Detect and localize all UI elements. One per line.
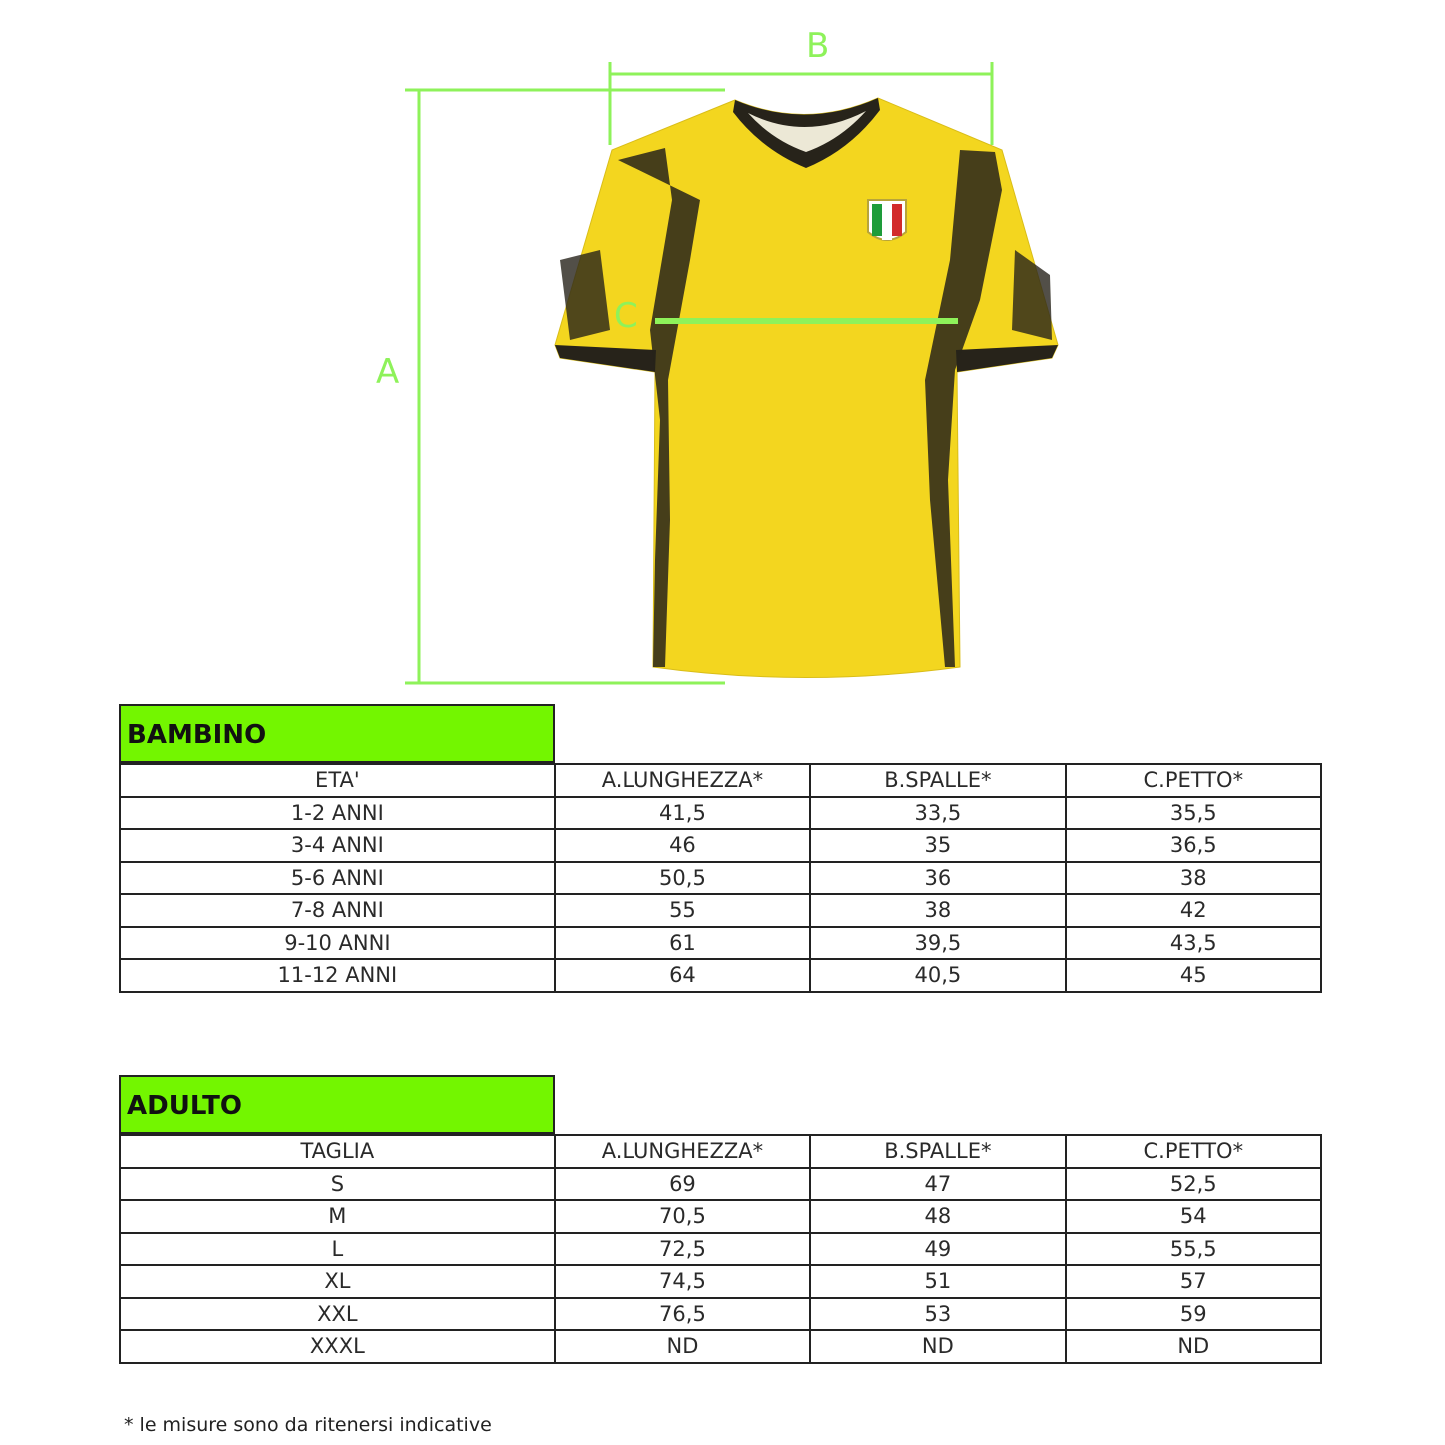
- table-cell: 48: [810, 1200, 1065, 1233]
- table-cell: 45: [1066, 959, 1321, 992]
- table-cell: ND: [555, 1330, 810, 1363]
- table-cell: M: [120, 1200, 555, 1233]
- table-cell: 55,5: [1066, 1233, 1321, 1266]
- table-cell: 42: [1066, 894, 1321, 927]
- table-header-row: [120, 1135, 1321, 1168]
- table-cell: 41,5: [555, 797, 810, 830]
- table-cell: 59: [1066, 1298, 1321, 1331]
- measure-label-b: B: [806, 26, 830, 66]
- adult-size-table: [119, 1075, 1322, 1364]
- table-row: [120, 1200, 1321, 1233]
- adult-size-grid: [119, 1134, 1322, 1364]
- table-cell: S: [120, 1168, 555, 1201]
- table-cell: XXXL: [120, 1330, 555, 1363]
- table-cell: 49: [810, 1233, 1065, 1266]
- kids-table-title: BAMBINO: [119, 704, 555, 763]
- measure-label-c: C: [614, 296, 638, 336]
- table-cell: 36: [810, 862, 1065, 895]
- table-cell: 43,5: [1066, 927, 1321, 960]
- table-cell: 39,5: [810, 927, 1065, 960]
- table-row: [120, 894, 1321, 927]
- header-cell: C.PETTO*: [1066, 1135, 1321, 1168]
- table-cell: 70,5: [555, 1200, 810, 1233]
- table-cell: 40,5: [810, 959, 1065, 992]
- table-cell: ND: [810, 1330, 1065, 1363]
- table-cell: 1-2 ANNI: [120, 797, 555, 830]
- header-cell: ETA': [120, 764, 555, 797]
- table-cell: 72,5: [555, 1233, 810, 1266]
- adult-table-title: ADULTO: [119, 1075, 555, 1134]
- table-row: [120, 797, 1321, 830]
- table-cell: 33,5: [810, 797, 1065, 830]
- table-cell: 47: [810, 1168, 1065, 1201]
- table-cell: 51: [810, 1265, 1065, 1298]
- table-row: [120, 1168, 1321, 1201]
- table-row: [120, 959, 1321, 992]
- table-cell: 64: [555, 959, 810, 992]
- table-cell: XXL: [120, 1298, 555, 1331]
- table-cell: 61: [555, 927, 810, 960]
- kids-size-grid: [119, 763, 1322, 993]
- table-cell: L: [120, 1233, 555, 1266]
- table-cell: 46: [555, 829, 810, 862]
- table-cell: 11-12 ANNI: [120, 959, 555, 992]
- header-cell: B.SPALLE*: [810, 1135, 1065, 1168]
- table-cell: 52,5: [1066, 1168, 1321, 1201]
- shirt-size-diagram: [0, 0, 1445, 700]
- table-cell: 5-6 ANNI: [120, 862, 555, 895]
- table-row: [120, 1265, 1321, 1298]
- kids-size-table: [119, 704, 1322, 993]
- table-header-row: [120, 764, 1321, 797]
- table-cell: 50,5: [555, 862, 810, 895]
- table-cell: 54: [1066, 1200, 1321, 1233]
- table-row: [120, 1330, 1321, 1363]
- shirt-illustration: [0, 0, 1445, 700]
- tricolor-badge: [868, 200, 906, 240]
- table-row: [120, 829, 1321, 862]
- table-cell: 76,5: [555, 1298, 810, 1331]
- table-cell: 3-4 ANNI: [120, 829, 555, 862]
- table-cell: 53: [810, 1298, 1065, 1331]
- table-cell: 38: [1066, 862, 1321, 895]
- header-cell: B.SPALLE*: [810, 764, 1065, 797]
- table-row: [120, 927, 1321, 960]
- table-cell: 9-10 ANNI: [120, 927, 555, 960]
- header-cell: TAGLIA: [120, 1135, 555, 1168]
- header-cell: C.PETTO*: [1066, 764, 1321, 797]
- table-cell: 57: [1066, 1265, 1321, 1298]
- measure-label-a: A: [376, 352, 400, 392]
- table-row: [120, 1298, 1321, 1331]
- table-cell: XL: [120, 1265, 555, 1298]
- table-cell: 69: [555, 1168, 810, 1201]
- table-cell: 55: [555, 894, 810, 927]
- yellow-jersey: [555, 98, 1058, 678]
- table-cell: 35: [810, 829, 1065, 862]
- table-cell: ND: [1066, 1330, 1321, 1363]
- table-cell: 7-8 ANNI: [120, 894, 555, 927]
- table-cell: 38: [810, 894, 1065, 927]
- table-cell: 35,5: [1066, 797, 1321, 830]
- table-cell: 36,5: [1066, 829, 1321, 862]
- table-row: [120, 862, 1321, 895]
- table-row: [120, 1233, 1321, 1266]
- header-cell: A.LUNGHEZZA*: [555, 1135, 810, 1168]
- header-cell: A.LUNGHEZZA*: [555, 764, 810, 797]
- footnote: * le misure sono da ritenersi indicative: [124, 1414, 492, 1436]
- table-cell: 74,5: [555, 1265, 810, 1298]
